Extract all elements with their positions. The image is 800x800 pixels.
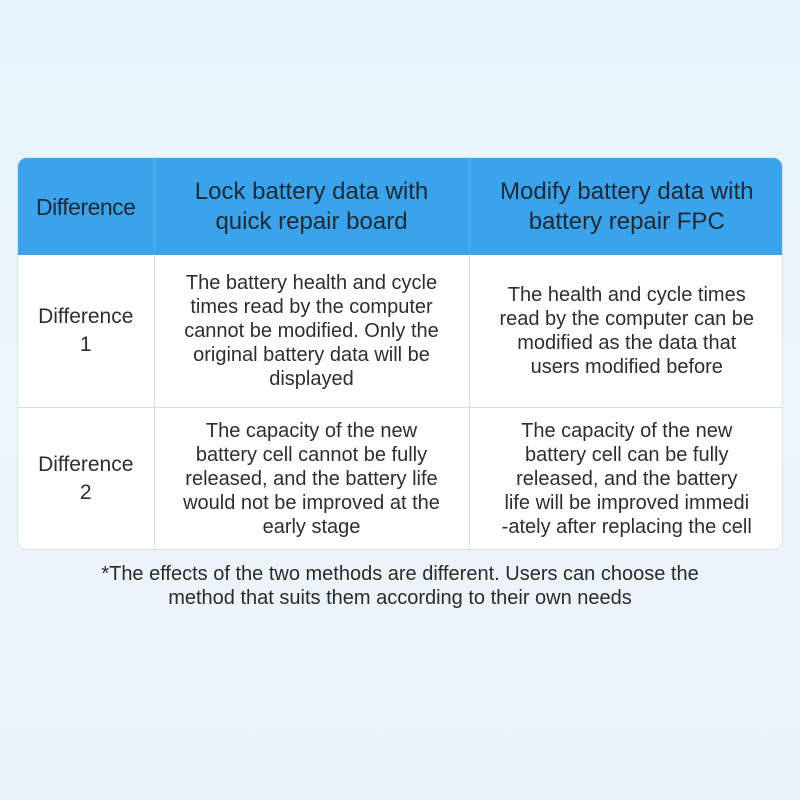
cell-line: The capacity of the new [521, 420, 733, 443]
cell-line: times read by the computer [190, 295, 433, 318]
header-line: Lock battery data with [194, 177, 429, 205]
comparison-table [18, 158, 783, 550]
cell-line: The capacity of the new [205, 420, 418, 443]
header-battery-repair-fpc [469, 158, 783, 255]
cell-line: The battery health and cycle [185, 271, 438, 294]
cell-line: life will be improved immedi [504, 492, 750, 515]
cell-line: battery cell can be fully [525, 444, 729, 467]
cell-line: released, and the battery [516, 468, 738, 491]
cell-line: original battery data will be [193, 343, 430, 366]
table-row-difference-2 [18, 407, 783, 550]
row-label [18, 255, 154, 407]
header-quick-repair-board [154, 158, 469, 255]
cell-line: users modified before [530, 355, 723, 378]
header-line: battery repair FPC [528, 207, 725, 235]
header-corner: Difference [36, 193, 136, 220]
row-label-line: 1 [79, 332, 92, 356]
row-label-line: 2 [79, 481, 92, 505]
cell-line: -ately after replacing the cell [501, 516, 752, 539]
comparison-table-container [17, 157, 783, 550]
table-header-row [18, 158, 783, 255]
cell-line: early stage [262, 516, 361, 539]
cell-line: displayed [269, 367, 354, 390]
row-label-line: Difference [38, 304, 134, 328]
cell-line: modified as the data that [517, 331, 737, 354]
cell-line: cannot be modified. Only the [184, 319, 439, 342]
cell-line: released, and the battery life [185, 468, 438, 491]
footnote-line: method that suits them according to their own needs [168, 587, 632, 609]
table-cell [469, 255, 783, 407]
table-cell [154, 407, 469, 550]
row-label [18, 407, 154, 550]
table-cell [154, 255, 469, 407]
table-cell [469, 407, 783, 550]
cell-line: The health and cycle times [507, 283, 746, 306]
header-line: Modify battery data with [500, 177, 754, 205]
row-label-line: Difference [38, 453, 134, 477]
cell-line: read by the computer can be [499, 307, 755, 330]
cell-line: would not be improved at the [183, 492, 440, 515]
table-row-difference-1 [18, 255, 783, 407]
footnote [0, 562, 800, 610]
header-line: quick repair board [215, 207, 408, 235]
footnote-line: *The effects of the two methods are different. Users can choose the [101, 563, 699, 585]
cell-line: battery cell cannot be fully [195, 444, 428, 467]
